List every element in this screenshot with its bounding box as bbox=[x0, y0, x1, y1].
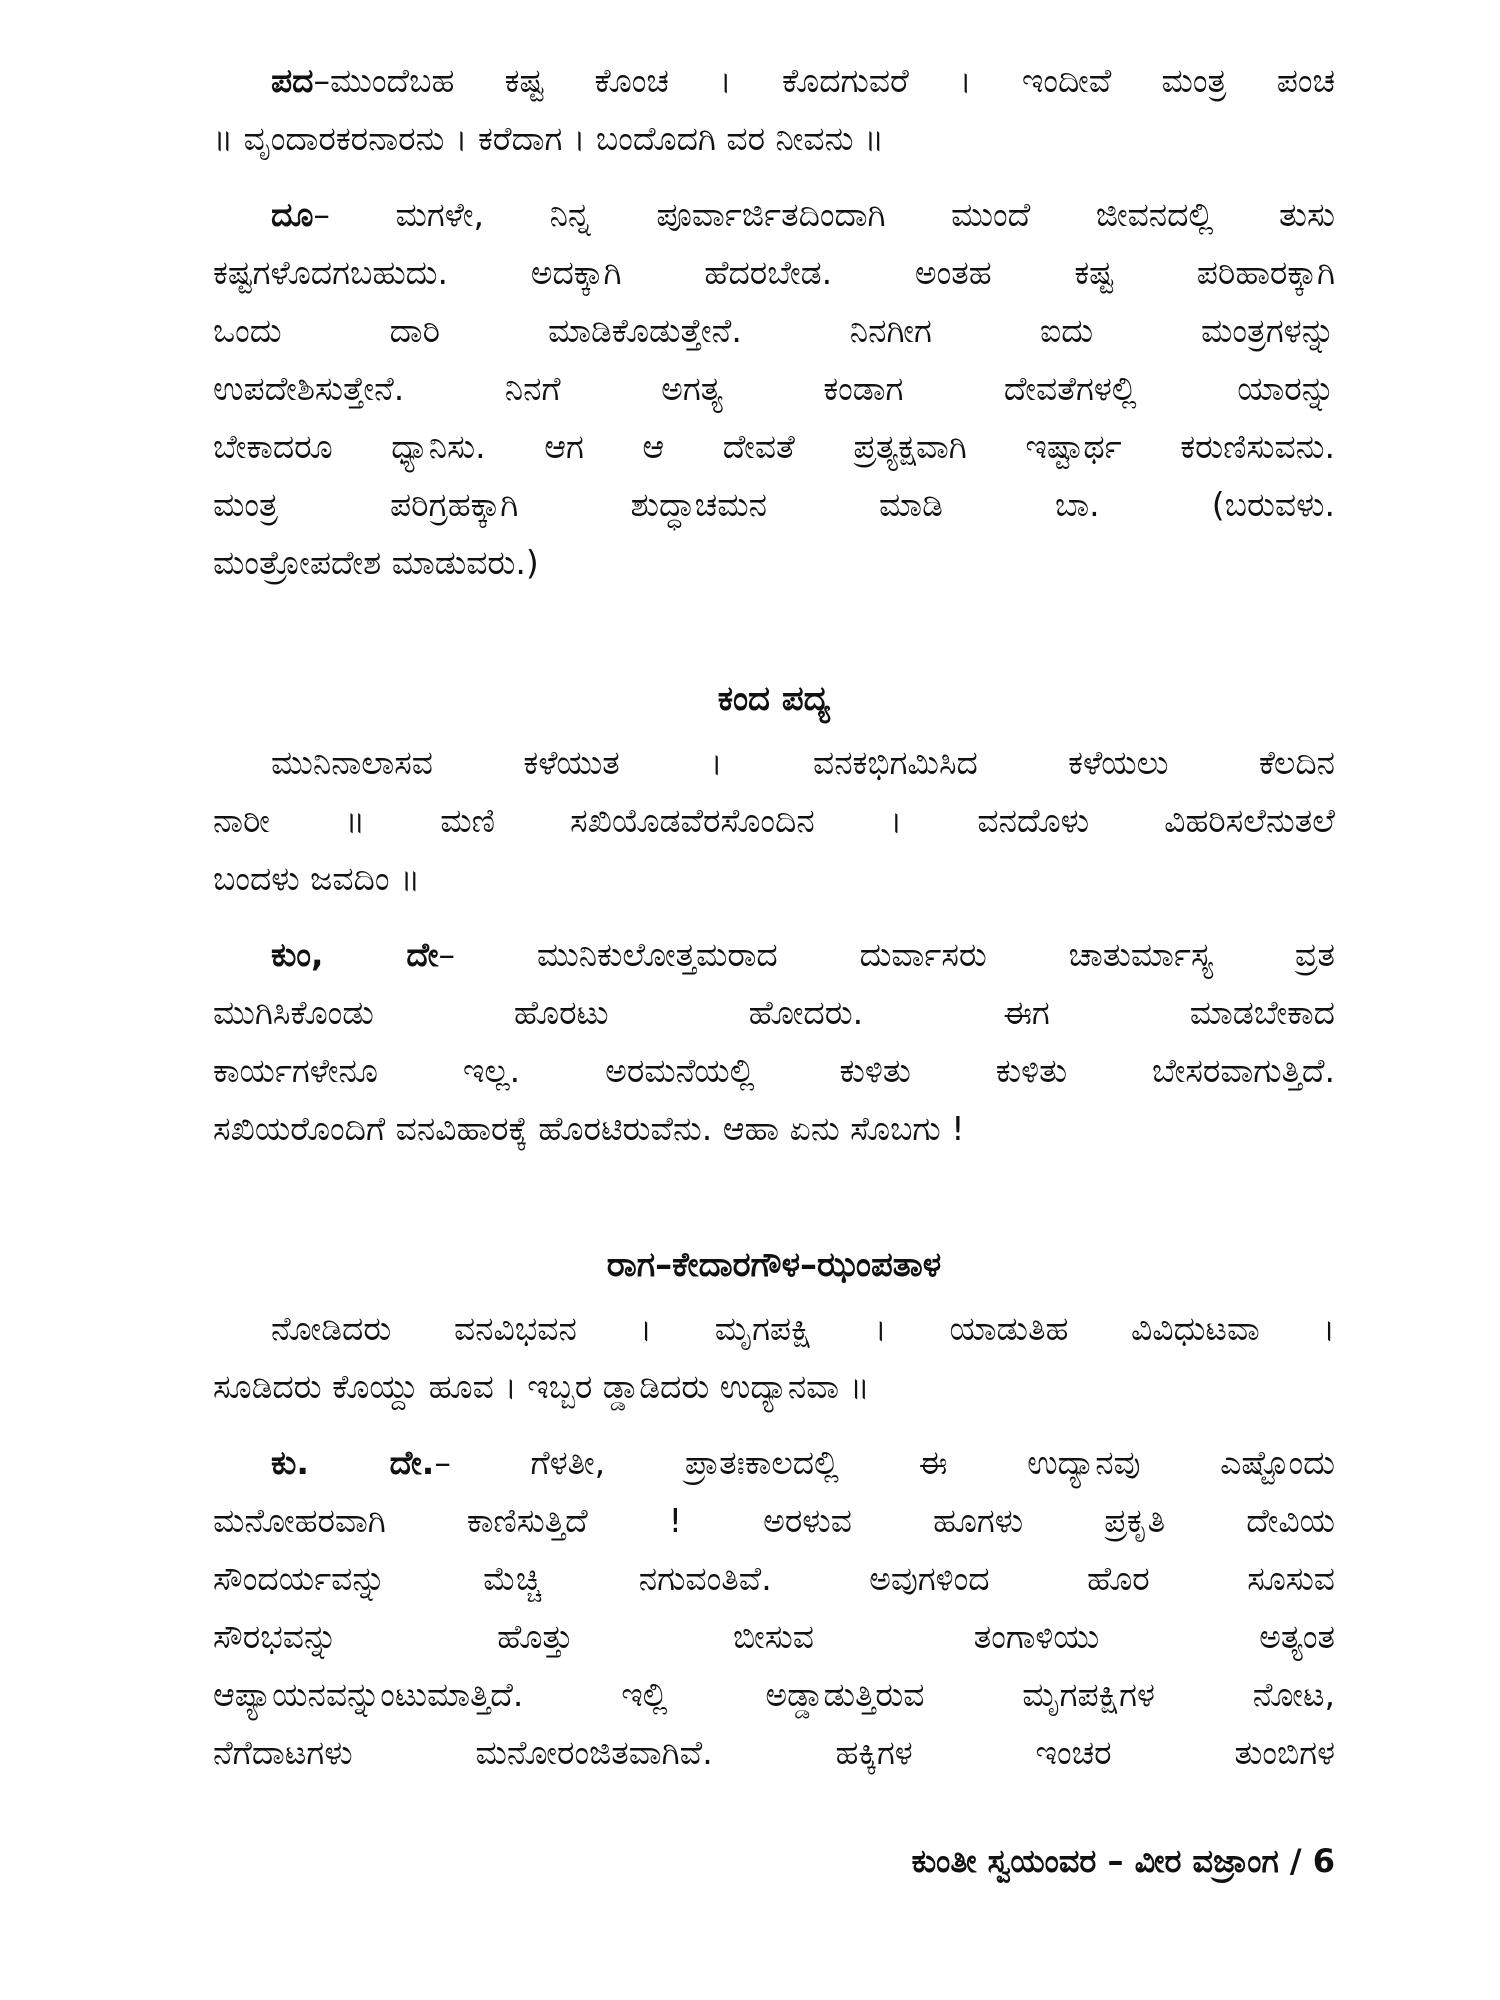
paragraph-line: ಸಖಿಯರೊಂದಿಗೆ ವನವಿಹಾರಕ್ಕೆ ಹೊರಟಿರುವೆನು. ಆಹಾ ಏನು ಸೊಬಗು ! bbox=[213, 1109, 965, 1148]
paragraph-line: ಮಂತ್ರೋಪದೇಶ ಮಾಡುವರು.) bbox=[213, 543, 539, 582]
paragraph-line: ಮನೋಹರವಾಗಿ ಕಾಣಿಸುತ್ತಿದೆ ! ಅರಳುವ ಹೂಗಳು ಪ್ರಕೃತಿ ದೇವಿಯ bbox=[213, 1501, 1335, 1540]
verse-line: ಪದ–ಮುಂದೆಬಹ ಕಷ್ಟ ಕೊಂಚ । ಕೊದಗುವರೆ । ಇಂದೀವೆ ಮಂತ್ರ ಪಂಚ bbox=[271, 61, 1335, 100]
section-heading: ರಾಗ–ಕೇದಾರಗೌಳ–ಝಂಪತಾಳ bbox=[606, 1245, 942, 1285]
speaker-label: ಕು. ದೇ. bbox=[271, 1443, 435, 1482]
verse-line: ॥ ವೃಂದಾರಕರನಾರನು । ಕರೆದಾಗ । ಬಂದೊದಗಿ ವರ ನೀವನು ॥ bbox=[213, 119, 885, 158]
speaker-label: ಕುಂ, ದೇ bbox=[271, 935, 439, 974]
paragraph-line: ಕಾರ್ಯಗಳೇನೂ ಇಲ್ಲ. ಅರಮನೆಯಲ್ಲಿ ಕುಳಿತು ಕುಳಿತು ಬೇಸರವಾಗುತ್ತಿದೆ. bbox=[213, 1051, 1335, 1090]
paragraph-line: ಸೌರಭವನ್ನು ಹೊತ್ತು ಬೀಸುವ ತಂಗಾಳಿಯು ಅತ್ಯಂತ bbox=[213, 1617, 1335, 1656]
paragraph-line: ಆಪ್ಯಾಯನವನ್ನುಂಟುಮಾತ್ತಿದೆ. ಇಲ್ಲಿ ಅಡ್ಡಾಡುತ್ತಿರುವ ಮೃಗಪಕ್ಷಿಗಳ ನೋಟ, bbox=[213, 1675, 1335, 1714]
section-heading: ಕಂದ ಪದ್ಯ bbox=[717, 679, 831, 719]
paragraph-line: ಕುಂ, ದೇ– ಮುನಿಕುಲೋತ್ತಮರಾದ ದುರ್ವಾಸರು ಚಾತುರ್ಮಾಸ್ಯ ವ್ರತ bbox=[271, 935, 1335, 974]
verse-line: ಮುನಿನಾಲಾಸವ ಕಳೆಯುತ । ವನಕಭಿಗಮಿಸಿದ ಕಳೆಯಲು ಕೆಲದಿನ bbox=[271, 743, 1335, 782]
speaker-label: ಪದ bbox=[271, 61, 314, 100]
verse-line: ನಾರೀ ॥ ಮಣಿ ಸಖಿಯೊಡವೆರಸೊಂದಿನ । ವನದೊಳು ವಿಹರಿಸಲೆನುತಲೆ bbox=[213, 801, 1335, 840]
paragraph-line: ಕು. ದೇ.– ಗೆಳತೀ, ಪ್ರಾತಃಕಾಲದಲ್ಲಿ ಈ ಉದ್ಯಾನವು ಎಷ್ಟೊಂದು bbox=[271, 1443, 1335, 1482]
page-body bbox=[213, 52, 1335, 1782]
paragraph-line: ಮಂತ್ರ ಪರಿಗ್ರಹಕ್ಕಾಗಿ ಶುದ್ಧಾಚಮನ ಮಾಡಿ ಬಾ. (ಬರುವಳು. bbox=[213, 485, 1335, 524]
paragraph-line: ಒಂದು ದಾರಿ ಮಾಡಿಕೊಡುತ್ತೇನೆ. ನಿನಗೀಗ ಐದು ಮಂತ್ರಗಳನ್ನು bbox=[213, 311, 1335, 350]
page-footer: ಕುಂತೀ ಸ್ವಯಂವರ – ವೀರ ವಜ್ರಾಂಗ / 6 bbox=[911, 1842, 1335, 1880]
paragraph-line: ಉಪದೇಶಿಸುತ್ತೇನೆ. ನಿನಗೆ ಅಗತ್ಯ ಕಂಡಾಗ ದೇವತೆಗಳಲ್ಲಿ ಯಾರನ್ನು bbox=[213, 369, 1335, 408]
paragraph-line: ಕಷ್ಟಗಳೊದಗಬಹುದು. ಅದಕ್ಕಾಗಿ ಹೆದರಬೇಡ. ಅಂತಹ ಕಷ್ಟ ಪರಿಹಾರಕ್ಕಾಗಿ bbox=[213, 253, 1335, 292]
paragraph-line: ನೆಗೆದಾಟಗಳು ಮನೋರಂಜಿತವಾಗಿವೆ. ಹಕ್ಕಿಗಳ ಇಂಚರ ತುಂಬಿಗಳ bbox=[213, 1733, 1335, 1772]
paragraph-line: ಮುಗಿಸಿಕೊಂಡು ಹೊರಟು ಹೋದರು. ಈಗ ಮಾಡಬೇಕಾದ bbox=[213, 993, 1335, 1032]
paragraph-line: ಬೇಕಾದರೂ ಧ್ಯಾನಿಸು. ಆಗ ಆ ದೇವತೆ ಪ್ರತ್ಯಕ್ಷವಾಗಿ ಇಷ್ಟಾರ್ಥ ಕರುಣಿಸುವನು. bbox=[213, 427, 1335, 466]
verse-line: ಬಂದಳು ಜವದಿಂ ॥ bbox=[213, 859, 421, 898]
verse-line: ಸೂಡಿದರು ಕೊಯ್ದು ಹೂವ । ಇಬ್ಬರ ಡ್ಡಾಡಿದರು ಉದ್ಯಾನವಾ ॥ bbox=[213, 1367, 870, 1406]
speaker-label: ದೂ bbox=[271, 195, 314, 234]
paragraph-line: ಸೌಂದರ್ಯವನ್ನು ಮೆಚ್ಚಿ ನಗುವಂತಿವೆ. ಅವುಗಳಿಂದ ಹೊರ ಸೂಸುವ bbox=[213, 1559, 1335, 1598]
paragraph-line: ದೂ– ಮಗಳೇ, ನಿನ್ನ ಪೂರ್ವಾರ್ಜಿತದಿಂದಾಗಿ ಮುಂದೆ ಜೀವನದಲ್ಲಿ ತುಸು bbox=[271, 195, 1335, 234]
verse-line: ನೋಡಿದರು ವನವಿಭವನ । ಮೃಗಪಕ್ಷಿ । ಯಾಡುತಿಹ ವಿವಿಧುಟವಾ । bbox=[271, 1309, 1335, 1348]
